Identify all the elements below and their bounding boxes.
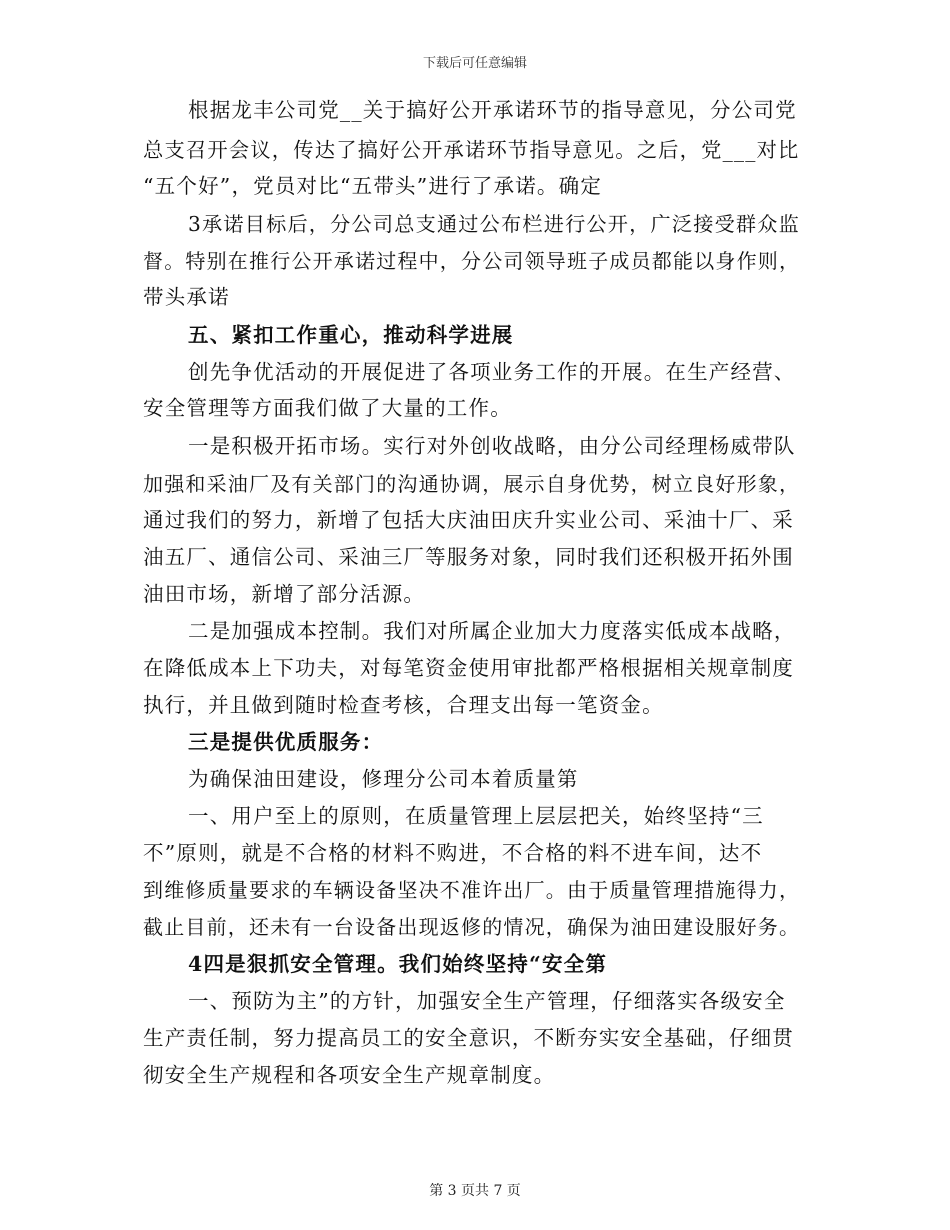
paragraph-line: 3承诺目标后，分公司总支通过公布栏进行公开，广泛接受群众监	[188, 212, 800, 236]
page-header: 下载后可任意编辑	[422, 56, 527, 71]
paragraph-line: 彻安全生产规程和各项安全生产规章制度。	[143, 1063, 556, 1087]
paragraph-line: 一、预防为主”的方针，加强安全生产管理，仔细落实各级安全	[188, 989, 786, 1013]
paragraph-line: 加强和采油厂及有关部门的沟通协调，展示自身优势，树立良好形象，	[143, 472, 801, 496]
paragraph-line: 一、用户至上的原则，在质量管理上层层把关，始终坚持“三	[188, 804, 764, 828]
paragraph-line: “五个好”，党员对比“五带头”进行了承诺。确定	[143, 174, 603, 198]
section-heading-line: 三是提供优质服务：	[188, 730, 384, 754]
section-heading-line: 4四是狠抓安全管理。我们始终坚持“安全第	[188, 952, 608, 976]
paragraph-line: 通过我们的努力，新增了包括大庆油田庆升实业公司、采油十厂、采	[143, 508, 794, 532]
paragraph-line: 油田市场，新增了部分活源。	[143, 582, 426, 606]
paragraph-line: 为确保油田建设，修理分公司本着质量第	[188, 767, 579, 791]
paragraph-line: 到维修质量要求的车辆设备坚决不准许出厂。由于质量管理措施得力，	[143, 878, 801, 902]
paragraph-line: 督。特别在推行公开承诺过程中，分公司领导班子成员都能以身作则，	[143, 249, 801, 273]
paragraph-line: 二是加强成本控制。我们对所属企业加大力度落实低成本战略，	[188, 619, 796, 643]
section-heading-line: 五、紧扣工作重心，推动科学进展	[188, 323, 514, 347]
paragraph-line: 带头承诺	[143, 285, 230, 309]
paragraph-line: 创先争优活动的开展促进了各项业务工作的开展。在生产经营、	[188, 360, 796, 384]
paragraph-line: 生产责任制，努力提高员工的安全意识，不断夯实安全基础，仔细贯	[143, 1026, 794, 1050]
paragraph-line: 根据龙丰公司党__关于搞好公开承诺环节的指导意见，分公司党	[188, 98, 797, 122]
paragraph-line: 一是积极开拓市场。实行对外创收战略，由分公司经理杨威带队	[188, 434, 796, 458]
paragraph-line: 油五厂、通信公司、采油三厂等服务对象，同时我们还积极开拓外围	[143, 545, 794, 569]
paragraph-line: 安全管理等方面我们做了大量的工作。	[143, 396, 512, 420]
paragraph-line: 截止目前，还未有一台设备出现返修的情况，确保为油田建设服好务。	[143, 915, 801, 939]
paragraph-line: 在降低成本上下功夫，对每笔资金使用审批都严格根据相关规章制度	[143, 656, 794, 680]
paragraph-line: 总支召开会议，传达了搞好公开承诺环节指导意见。之后，党___对比	[143, 138, 800, 162]
paragraph-line: 不”原则，就是不合格的材料不购进，不合格的料不进车间，达不	[143, 841, 763, 865]
paragraph-line: 执行，并且做到随时检查考核，合理支出每一笔资金。	[143, 693, 664, 717]
page-footer: 第 3 页共 7 页	[429, 1183, 521, 1199]
